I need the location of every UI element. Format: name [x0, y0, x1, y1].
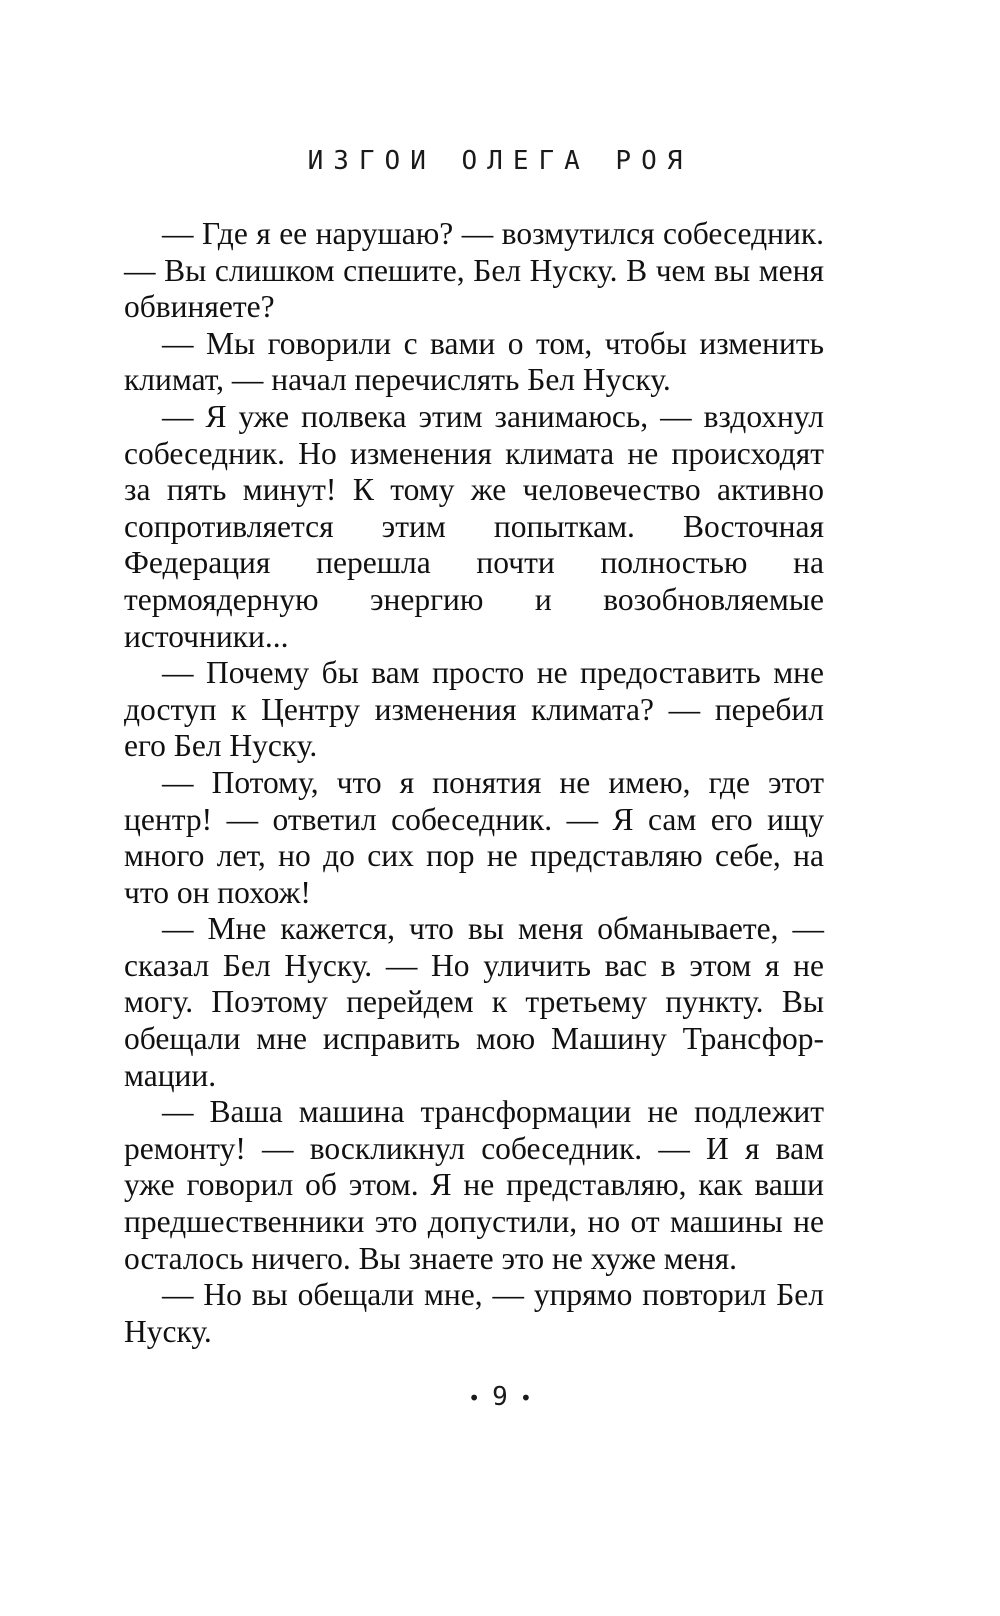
paragraph: — Ваша машина трансформации не подлежит ремонту! — воскликнул собеседник. — И я вам уже говорил об этом. Я не представляю, как ваши предшественники это допустили, но от машины не осталось ничего. Вы знаете это не хуже меня.: [124, 1094, 824, 1276]
running-head-title: ИЗГОИ ОЛЕГА РОЯ: [307, 146, 693, 176]
paragraph: — Но вы обещали мне, — упрямо повторил Бел Нуску.: [124, 1277, 824, 1349]
paragraph: — Я уже полвека этим занимаюсь, — вздохнул собеседник. Но изменения климата не происходят за пять минут! К тому же человечество активно сопротивляется этим попыткам. Восточная Федерация перешла почти полностью на термоядерную энергию и возобновляемые источники...: [124, 398, 824, 654]
paragraph: — Потому, что я понятия не имею, где этот центр! — ответил собеседник. — Я сам его ищу много лет, но до сих пор не представляю себе, на что он похож!: [124, 764, 824, 910]
page-footer: [0, 1382, 1000, 1412]
bullet-ornament-right: •: [519, 1385, 532, 1410]
paragraph: — Мы говорили с вами о том, чтобы изменить климат, — начал перечислять Бел Нуску.: [124, 325, 824, 398]
bullet-ornament-left: •: [468, 1385, 481, 1410]
paragraph: — Почему бы вам просто не предоставить мне доступ к Центру изменения климата? — перебил его Бел Нуску.: [124, 655, 824, 764]
paragraph: — Где я ее нарушаю? — возмутился собеседник. — Вы слишком спешите, Бел Нуску. В чем вы меня обвиняете?: [124, 216, 824, 325]
paragraph: — Мне кажется, что вы меня обманываете, — сказал Бел Нуску. — Но уличить вас в этом я не могу. Поэтому перейдем к третьему пункту. Вы обещали мне исправить мою Машину Трансформации.: [124, 911, 824, 1093]
page-number: 9: [492, 1382, 508, 1412]
body-text: [124, 216, 824, 1350]
